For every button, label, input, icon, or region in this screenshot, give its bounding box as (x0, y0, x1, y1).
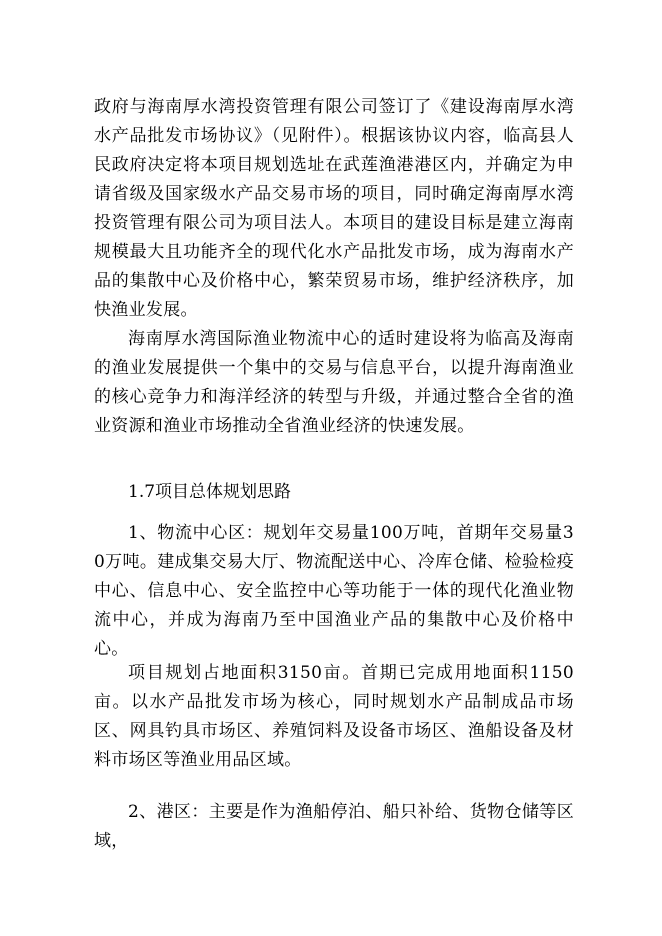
body-paragraph: 1、物流中心区：规划年交易量100万吨，首期年交易量30万吨。建成集交易大厅、物流配送中心、冷库仓储、检验检疫中心、信息中心、安全监控中心等功能于一体的现代化渔业物流中心，并成为海南乃至中国渔业产品的集散中心及价格中心。 (94, 523, 574, 659)
body-paragraph: 海南厚水湾国际渔业物流中心的适时建设将为临高及海南的渔业发展提供一个集中的交易与信息平台，以提升海南渔业的核心竞争力和海洋经济的转型与升级，并通过整合全省的渔业资源和渔业市场推动全省渔业经济的快速发展。 (94, 329, 574, 436)
body-paragraph: 政府与海南厚水湾投资管理有限公司签订了《建设海南厚水湾水产品批发市场协议》（见附件）。根据该协议内容，临高县人民政府决定将本项目规划选址在武莲渔港港区内，并确定为申请省级及国家级水产品交易市场的项目，同时确定海南厚水湾投资管理有限公司为项目法人。本项目的建设目标是建立海南规模最大且功能齐全的现代化水产品批发市场，成为海南水产品的集散中心及价格中心，繁荣贸易市场，维护经济秩序，加快渔业发展。 (94, 97, 574, 320)
section-heading: 1.7项目总体规划思路 (128, 482, 292, 502)
body-paragraph: 项目规划占地面积3150亩。首期已完成用地面积1150亩。以水产品批发市场为核心，同时规划水产品制成品市场区、网具钓具市场区、养殖饲料及设备市场区、渔船设备及材料市场区等渔业用品区域。 (94, 663, 574, 770)
body-paragraph: 2、港区：主要是作为渔船停泊、船只补给、货物仓储等区域， (94, 802, 574, 851)
